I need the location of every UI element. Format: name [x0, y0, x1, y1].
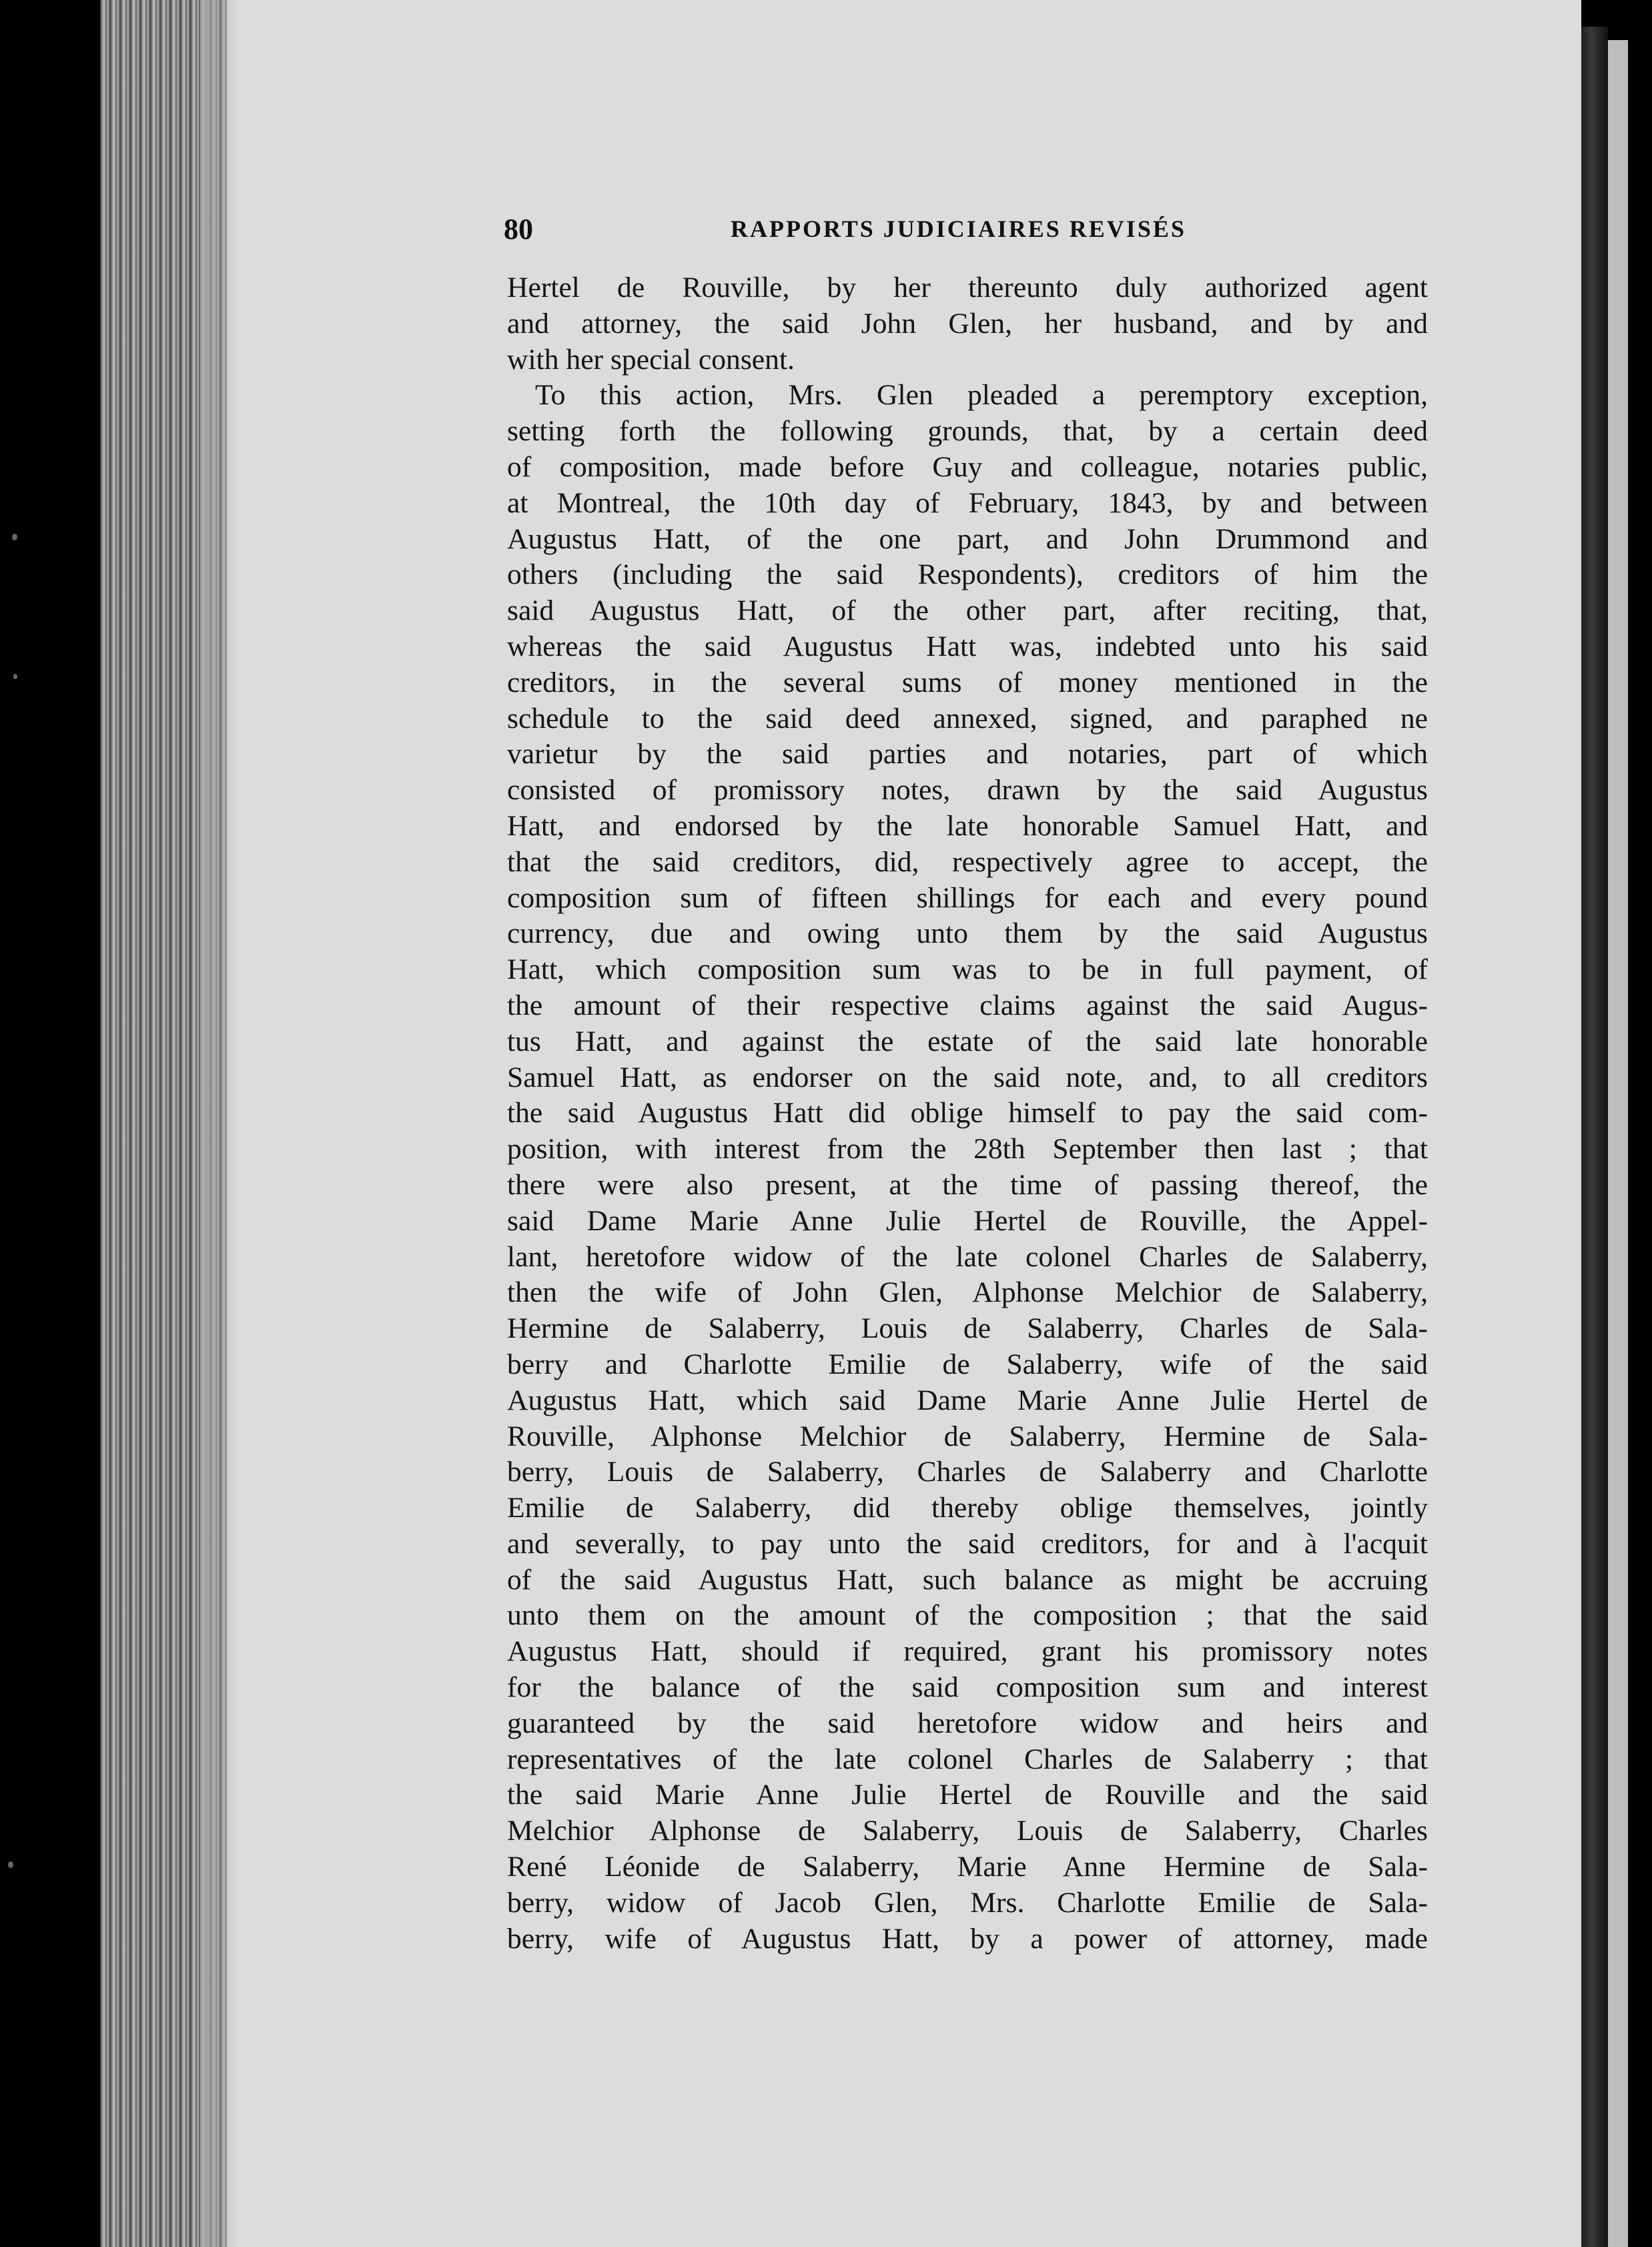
page-edges-shadow	[200, 0, 240, 2247]
text-line: Hermine de Salaberry, Louis de Salaberry, Charles de Sala-	[507, 1312, 1428, 1345]
text-line: at Montreal, the 10th day of February, 1843, by and between	[507, 486, 1428, 519]
text-line: the said Augustus Hatt did oblige himself to pay the said com-	[507, 1097, 1428, 1130]
text-line: Augustus Hatt, of the one part, and John Drummond and	[507, 522, 1428, 555]
speck	[12, 534, 17, 540]
text-line: with her special consent.	[507, 343, 795, 376]
body-text	[507, 270, 1428, 1957]
text-line: of the said Augustus Hatt, such balance as might be accruing	[507, 1563, 1428, 1596]
text-line: tus Hatt, and against the estate of the said late honorable	[507, 1025, 1428, 1057]
text-line: position, with interest from the 28th September then last ; that	[507, 1133, 1428, 1166]
text-line: unto them on the amount of the composition ; that the said	[507, 1599, 1428, 1632]
text-line: consisted of promissory notes, drawn by the said Augustus	[507, 774, 1428, 807]
text-line: René Léonide de Salaberry, Marie Anne Hermine de Sala-	[507, 1851, 1428, 1883]
text-line: for the balance of the said composition sum and interest	[507, 1671, 1428, 1704]
page-number: 80	[504, 213, 533, 246]
text-line: whereas the said Augustus Hatt was, indebted unto his said	[507, 630, 1428, 662]
text-line: Hatt, which composition sum was to be in full payment, of	[507, 953, 1428, 986]
page-header	[504, 212, 1424, 252]
text-line: and attorney, the said John Glen, her husband, and by and	[507, 307, 1428, 340]
text-line: Melchior Alphonse de Salaberry, Louis de Salaberry, Charles	[507, 1815, 1428, 1847]
text-line: that the said creditors, did, respectively agree to accept, the	[507, 845, 1428, 878]
text-line: Emilie de Salaberry, did thereby oblige themselves, jointly	[507, 1492, 1428, 1524]
text-line: varietur by the said parties and notaries, part of which	[507, 738, 1428, 771]
text-line: then the wife of John Glen, Alphonse Melchior de Salaberry,	[507, 1276, 1428, 1309]
text-line: said Dame Marie Anne Julie Hertel de Rouville, the Appel-	[507, 1204, 1428, 1237]
text-line: said Augustus Hatt, of the other part, after reciting, that,	[507, 594, 1428, 627]
text-line: the amount of their respective claims against the said Augus-	[507, 989, 1428, 1021]
text-line: creditors, in the several sums of money mentioned in the	[507, 666, 1428, 699]
text-line: berry, widow of Jacob Glen, Mrs. Charlotte Emilie de Sala-	[507, 1886, 1428, 1919]
running-head: RAPPORTS JUDICIAIRES REVISÉS	[731, 215, 1186, 242]
facing-page-edge	[1608, 40, 1628, 2247]
text-line: and severally, to pay unto the said creditors, for and à l'acquit	[507, 1527, 1428, 1560]
text-line: there were also present, at the time of passing thereof, the	[507, 1168, 1428, 1201]
text-line: currency, due and owing unto them by the said Augustus	[507, 917, 1428, 950]
text-line: the said Marie Anne Julie Hertel de Rouville and the said	[507, 1779, 1428, 1811]
text-line: guaranteed by the said heretofore widow and heirs and	[507, 1707, 1428, 1739]
text-line: representatives of the late colonel Charles de Salaberry ; that	[507, 1743, 1428, 1775]
text-line: berry and Charlotte Emilie de Salaberry, wife of the said	[507, 1348, 1428, 1380]
text-line: Hatt, and endorsed by the late honorable Samuel Hatt, and	[507, 809, 1428, 842]
book-binding	[1581, 27, 1608, 2247]
text-line: others (including the said Respondents), creditors of him the	[507, 558, 1428, 591]
speck	[8, 1861, 13, 1868]
text-line: lant, heretofore widow of the late colonel Charles de Salaberry,	[507, 1240, 1428, 1273]
text-line: of composition, made before Guy and colleague, notaries public,	[507, 450, 1428, 483]
text-line: berry, Louis de Salaberry, Charles de Salaberry and Charlotte	[507, 1456, 1428, 1488]
text-line: composition sum of fifteen shillings for each and every pound	[507, 881, 1428, 914]
text-line: berry, wife of Augustus Hatt, by a power of attorney, made	[507, 1922, 1428, 1955]
text-line: schedule to the said deed annexed, signed, and paraphed ne	[507, 702, 1428, 735]
text-line: Augustus Hatt, should if required, grant his promissory notes	[507, 1635, 1428, 1668]
text-line: setting forth the following grounds, that, by a certain deed	[507, 415, 1428, 448]
text-line: Samuel Hatt, as endorser on the said note, and, to all creditors	[507, 1061, 1428, 1093]
text-line: Hertel de Rouville, by her thereunto duly authorized agent	[507, 272, 1428, 304]
speck	[13, 674, 17, 679]
text-line: To this action, Mrs. Glen pleaded a peremptory exception,	[535, 379, 1428, 412]
text-line: Rouville, Alphonse Melchior de Salaberry, Hermine de Sala-	[507, 1420, 1428, 1452]
text-line: Augustus Hatt, which said Dame Marie Anne Julie Hertel de	[507, 1384, 1428, 1416]
